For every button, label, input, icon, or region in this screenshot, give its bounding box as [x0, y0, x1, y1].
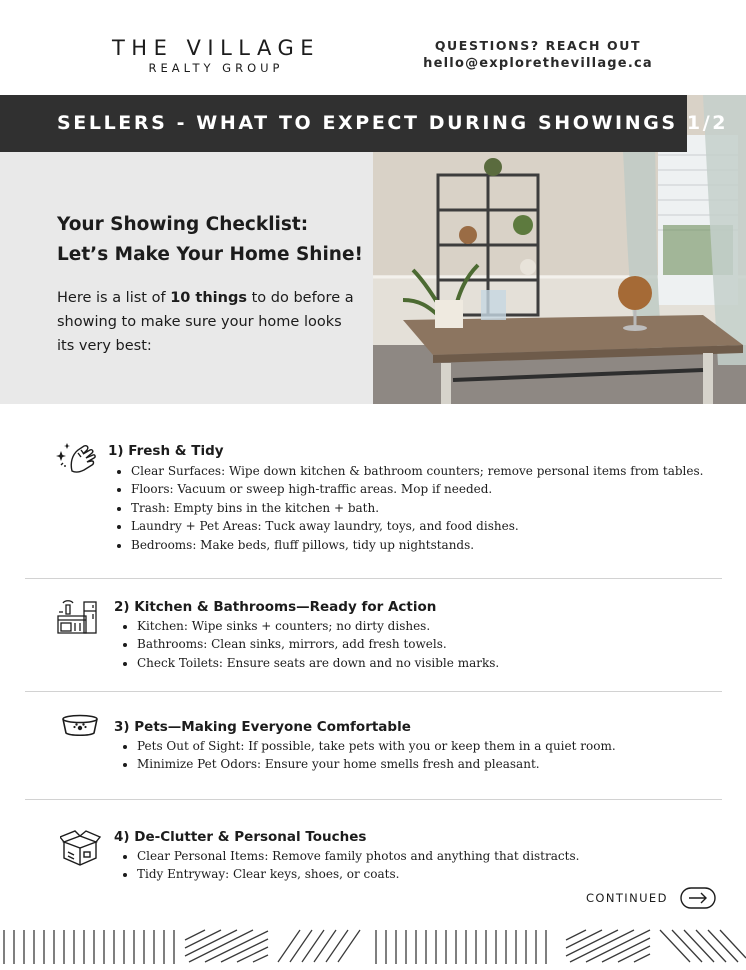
list-item: • Minimize Pet Odors: Ensure your home smells fresh and pleasant. — [137, 755, 616, 773]
pet-bowl-icon — [60, 713, 104, 751]
decorative-footer-pattern — [0, 926, 746, 966]
brand-name: THE VILLAGE — [111, 36, 321, 60]
intro-body-highlight: 10 things — [170, 290, 247, 306]
contact-heading: QUESTIONS? REACH OUT — [434, 38, 642, 53]
list-item: • Trash: Empty bins in the kitchen + bath. — [131, 499, 703, 517]
intro-body-text-end: to do before a showing to make sure your home looks its very best: — [57, 290, 354, 354]
continued-link[interactable] — [586, 887, 716, 909]
intro-panel — [0, 152, 373, 404]
intro-title-line-1: Your Showing Checklist: — [57, 214, 309, 235]
section-divider — [25, 691, 722, 692]
continued-label: CONTINUED — [586, 891, 668, 905]
intro-title-line-2: Let’s Make Your Home Shine! — [57, 244, 363, 265]
intro-body — [57, 286, 357, 358]
section-divider — [25, 799, 722, 800]
arrow-right-icon — [680, 887, 716, 909]
list-item: • Clear Surfaces: Wipe down kitchen & bathroom counters; remove personal items from tables. — [131, 462, 703, 480]
contact-block — [418, 38, 658, 71]
section-3-title: 3) Pets—Making Everyone Comfortable — [114, 719, 411, 735]
moving-box-icon — [60, 828, 104, 866]
section-1-title: 1) Fresh & Tidy — [108, 443, 224, 459]
section-2-list — [119, 617, 499, 672]
list-item: • Pets Out of Sight: If possible, take pets with you or keep them in a quiet room. — [137, 737, 616, 755]
section-1-list — [113, 462, 703, 554]
cleaning-hand-icon — [56, 441, 100, 479]
section-2-title: 2) Kitchen & Bathrooms—Ready for Action — [114, 599, 437, 615]
list-item: • Floors: Vacuum or sweep high-traffic areas. Mop if needed. — [131, 480, 703, 498]
list-item: • Tidy Entryway: Clear keys, shoes, or coats. — [137, 865, 579, 883]
list-item: • Laundry + Pet Areas: Tuck away laundry, toys, and food dishes. — [131, 517, 703, 535]
list-item: • Check Toilets: Ensure seats are down and no visible marks. — [137, 654, 499, 672]
brand-logo — [100, 36, 332, 75]
section-4-title: 4) De-Clutter & Personal Touches — [114, 829, 367, 845]
kitchen-icon — [56, 599, 100, 637]
section-4-list — [119, 847, 579, 884]
brand-subtitle: REALTY GROUP — [148, 61, 284, 75]
intro-title — [57, 210, 363, 270]
section-3-list — [119, 737, 616, 774]
list-item: • Bedrooms: Make beds, fluff pillows, tidy up nightstands. — [131, 536, 703, 554]
list-item: • Bathrooms: Clean sinks, mirrors, add fresh towels. — [137, 635, 499, 653]
intro-body-text-start: Here is a list of — [57, 290, 171, 306]
page-title-banner: SELLERS - WHAT TO EXPECT DURING SHOWINGS 1/2 — [0, 95, 687, 152]
section-divider — [25, 578, 722, 579]
list-item: • Kitchen: Wipe sinks + counters; no dirty dishes. — [137, 617, 499, 635]
contact-email-link[interactable]: hello@explorethevillage.ca — [423, 56, 653, 71]
list-item: • Clear Personal Items: Remove family photos and anything that distracts. — [137, 847, 579, 865]
